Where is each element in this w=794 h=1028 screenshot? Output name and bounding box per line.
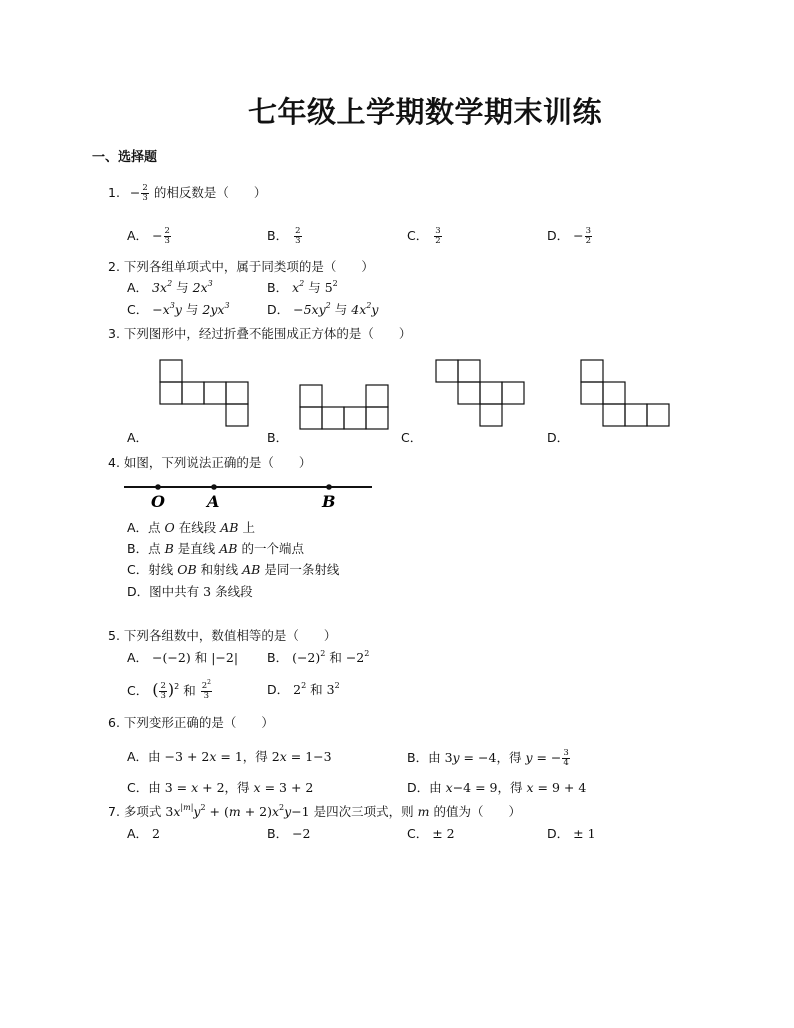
net-a [160, 360, 248, 426]
q7-option-a: A． 2 [127, 826, 160, 841]
q7-option-c: C． ± 2 [407, 826, 455, 841]
q1-option-b: B． $\frac{2}{3}$ [267, 226, 301, 246]
point-b [326, 484, 332, 490]
question-3: 3. 下列图形中，经过折叠不能围成正方体的是（ ） [108, 326, 412, 341]
question-4: 4. 如图，下列说法正确的是（ ） [108, 455, 312, 470]
question-1 [108, 184, 266, 203]
q6-option-b: B．由 3y = −4，得 y = − $\frac{3}{4}$ [407, 748, 569, 768]
q6-option-c: C．由 3 = x + 2，得 x = 3 + 2 [127, 780, 314, 795]
q4-option-a: A．点 O 在线段 AB 上 [127, 520, 255, 535]
section-heading: 一、选择题 [92, 150, 158, 165]
q1-minus: − [129, 185, 141, 200]
net-b [300, 385, 388, 429]
question-2: 2. 下列各组单项式中，属于同类项的是（ ） [108, 259, 374, 274]
net-d [581, 360, 669, 426]
point-o [155, 484, 161, 490]
q4-option-c: C．射线 OB 和射线 AB 是同一条射线 [127, 562, 340, 577]
q1-option-d: D． − $\frac{3}{2}$ [547, 226, 592, 246]
net-c [436, 360, 524, 426]
q1-fraction: $\frac{2}{3}$ [142, 183, 148, 203]
q1-stem: 的相反数是（ ） [153, 185, 267, 200]
q2-option-c: C． $-x^3y$ 与 $2yx^3$ [127, 301, 230, 317]
q1-option-a: A． − $\frac{2}{3}$ [127, 226, 170, 246]
q3-option-a: A． [127, 430, 149, 445]
page-title: 七年级上学期数学期末训练 [248, 95, 603, 129]
number-line-figure [120, 480, 380, 510]
q5-option-b: B． $(-2)^2$ 和 $-2^2$ [267, 649, 370, 665]
question-5: 5. 下列各组数中，数值相等的是（ ） [108, 628, 337, 643]
q2-option-d: D． $-5xy^2$ 与 $4x^2y$ [267, 301, 379, 317]
q7-option-b: B． −2 [267, 826, 311, 841]
q6-option-a: A．由 −3 + 2x = 1，得 2x = 1−3 [127, 749, 332, 764]
label-a: A [207, 492, 220, 511]
question-7: 7. 多项式 $3x^{|m|}y^2 + (m + 2)x^2y-1$ 是四次三项式，则 m 的值为（ ） [108, 803, 521, 819]
q3-option-c: C． [401, 430, 423, 445]
label-b: B [322, 492, 336, 511]
q5-option-a: A． −(−2) 和 |−2| [127, 650, 239, 665]
q2-option-a: A． $3x^2$ 与 $2x^3$ [127, 279, 213, 295]
question-6: 6. 下列变形正确的是（ ） [108, 715, 274, 730]
label-o: O [151, 492, 165, 511]
q4-option-d: D．图中共有 3 条线段 [127, 584, 253, 599]
q6-option-d: D．由 x−4 = 9，得 x = 9 + 4 [407, 780, 587, 795]
q5-option-c: C． ( $\frac{2}{3}$ )$^2$ 和 $\frac{2^2}{3}$ [127, 679, 211, 701]
q3-option-b: B． [267, 430, 289, 445]
q7-option-d: D． ± 1 [547, 826, 596, 841]
q1-option-c: C． $\frac{3}{2}$ [407, 226, 441, 246]
q4-option-b: B．点 B 是直线 AB 的一个端点 [127, 541, 304, 556]
q5-option-d: D． $2^2$ 和 $3^2$ [267, 681, 340, 697]
q1-number: 1. [108, 185, 120, 200]
q2-option-b: B． $x^2$ 与 $5^2$ [267, 279, 338, 295]
point-a [211, 484, 217, 490]
q3-option-d: D． [547, 430, 570, 445]
